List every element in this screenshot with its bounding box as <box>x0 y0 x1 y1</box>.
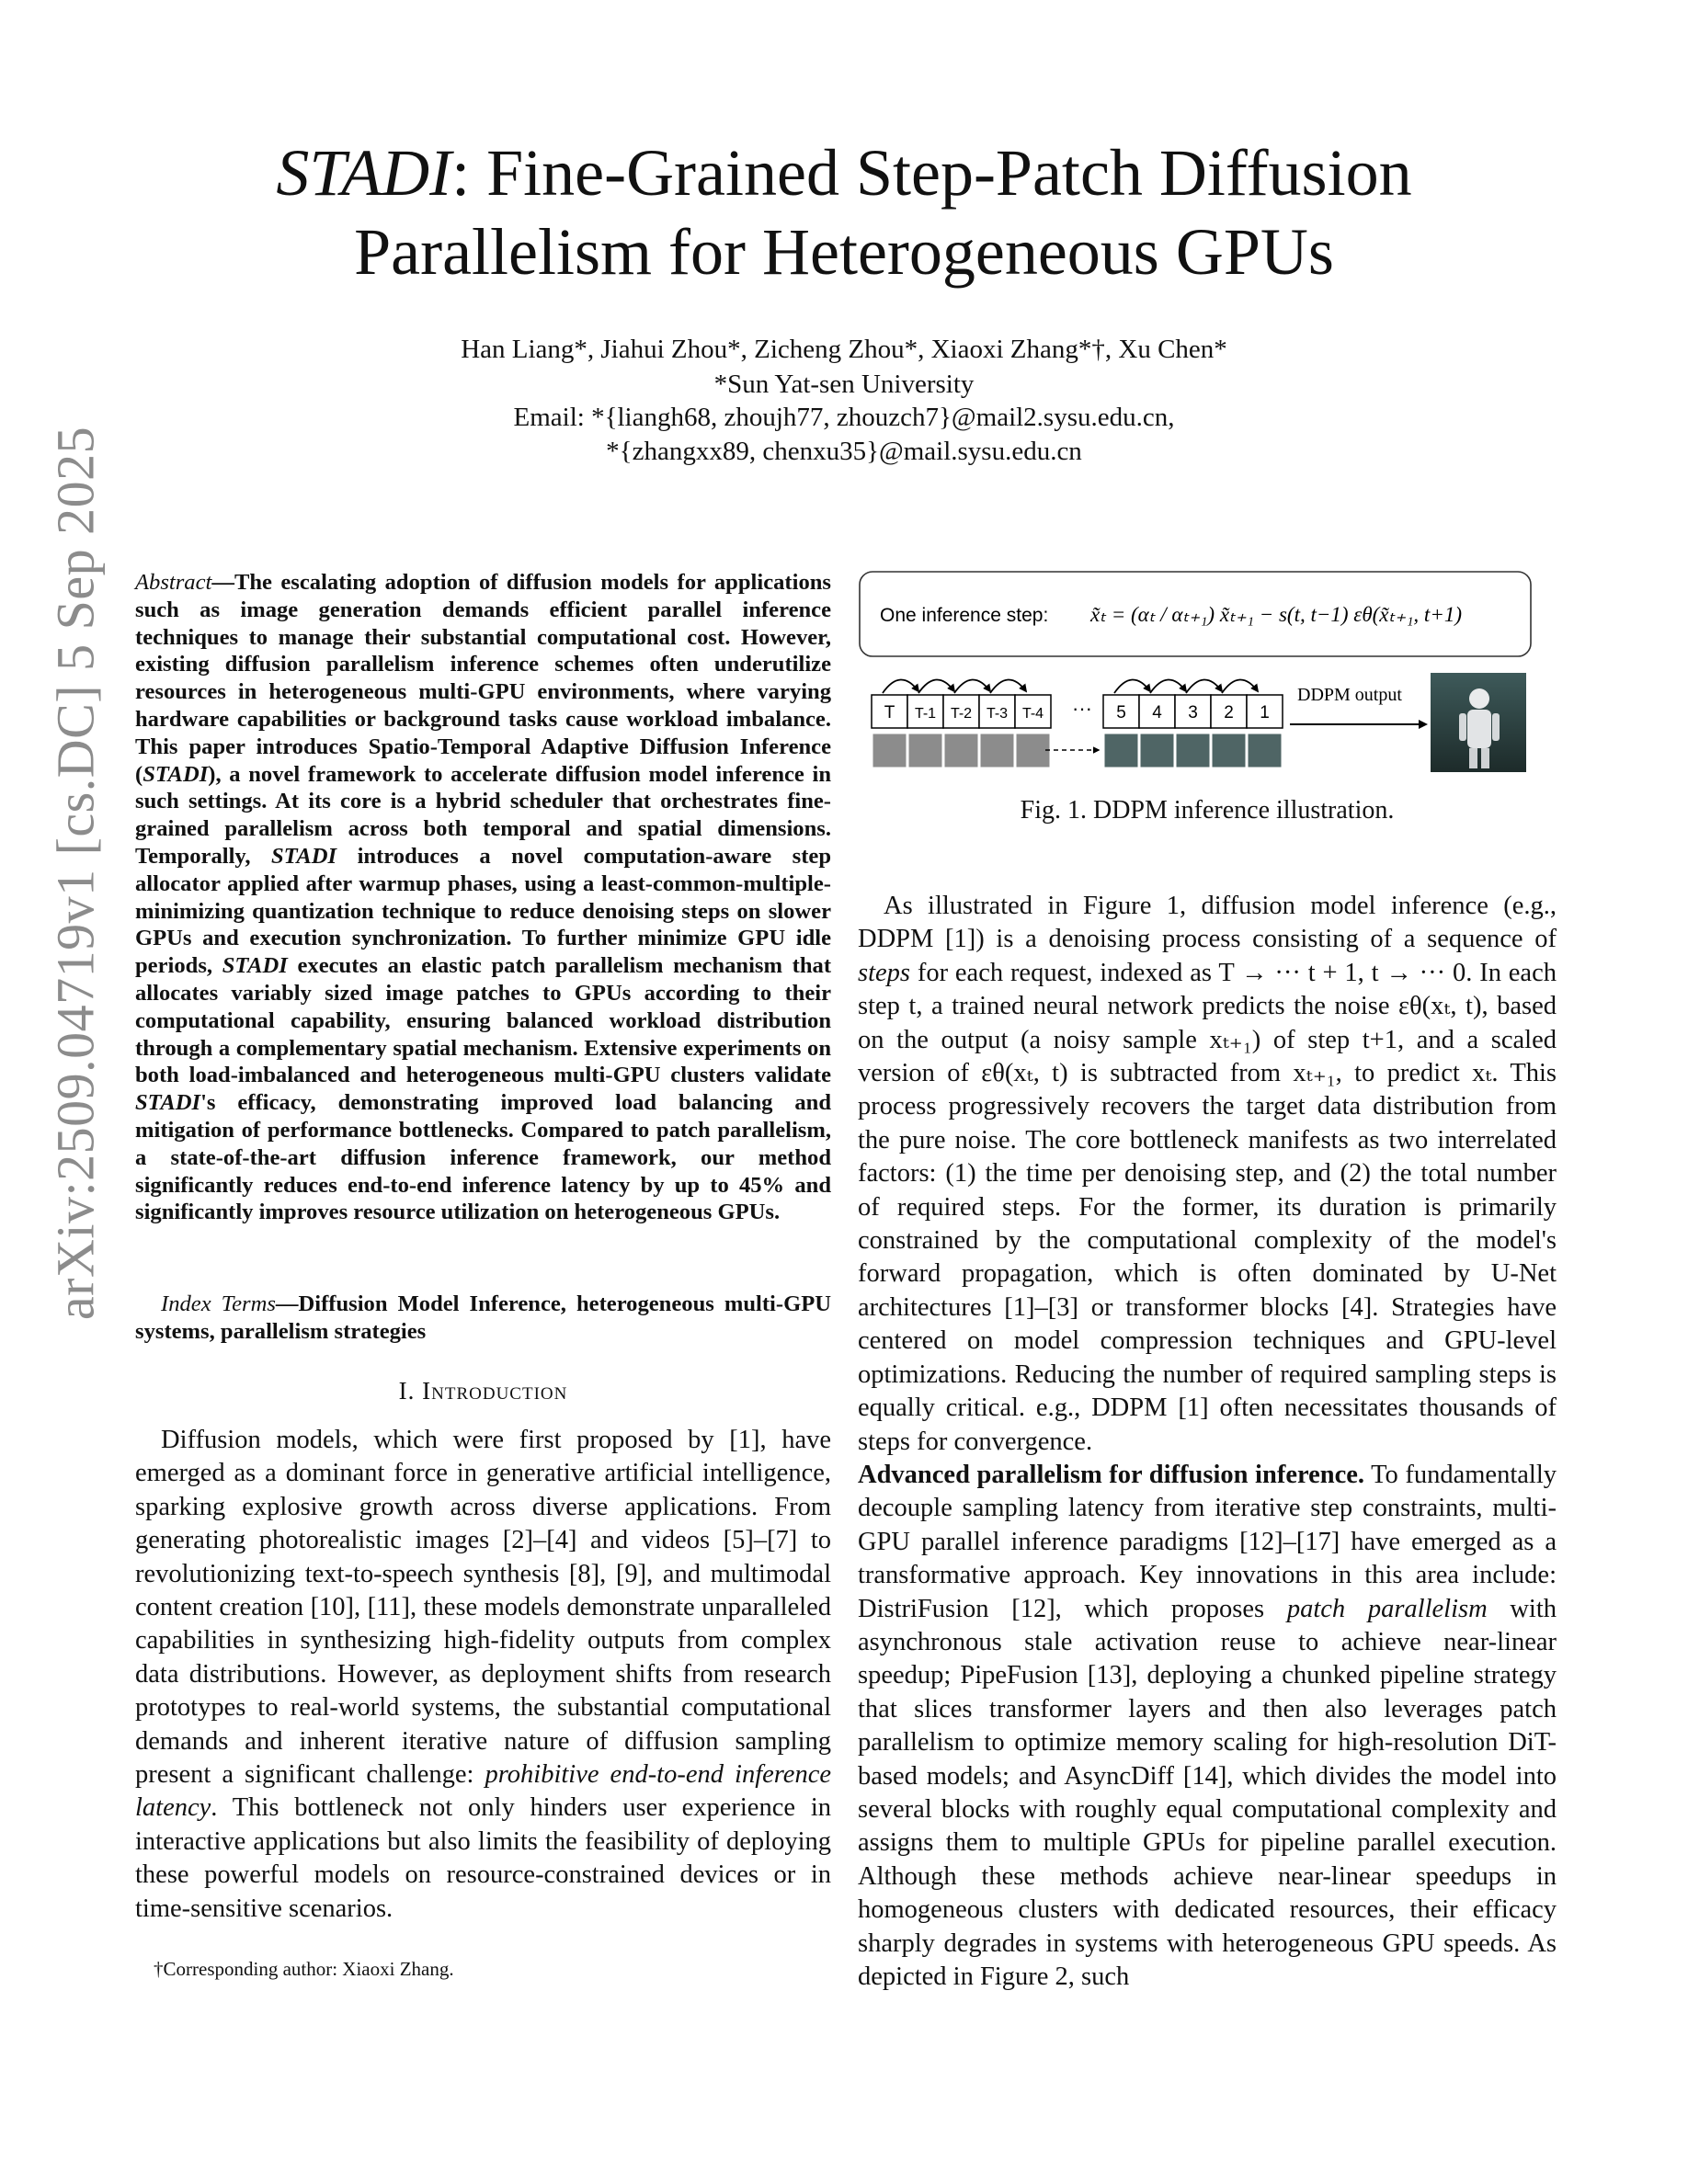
title-system-name: STADI <box>276 136 452 210</box>
step-row-right <box>1103 695 1283 728</box>
step-arrow <box>918 679 954 693</box>
noisy-image-tile <box>980 734 1014 768</box>
step-transition-arrows <box>883 679 1258 693</box>
step-label-text: 3 <box>1188 703 1198 722</box>
step-label-text: 4 <box>1152 703 1162 722</box>
step-label-text: T-4 <box>1021 706 1044 722</box>
step-label-text: T <box>884 703 895 722</box>
step-arrow <box>954 679 990 693</box>
email-line-2: *{zhangxx89, chenxu35}@mail.sysu.edu.cn <box>606 437 1082 466</box>
noisy-image-tile <box>908 734 942 768</box>
right-column-body <box>858 890 1557 1994</box>
corresponding-author-footnote: †Corresponding author: Xiaoxi Zhang. <box>154 1958 454 1980</box>
ddpm-output-image <box>1431 673 1526 772</box>
paragraph-advanced-parallelism: Advanced parallelism for diffusion inference. To fundamentally decouple sampling latency from iterative step constraints, multi-GPU parallel inference paradigms [12]–[17] have emerged as a transformative approach. Key innovations in this area include: DistriFusion [12], which proposes patch parallelism with asynchronous stale activation reuse to achieve near-linear speedup; PipeFusion [13], deploying a chunked pipeline strategy that slices transformer layers and then also leverages patch parallelism to optimize memory scaling for high-resolution DiT-based models; and AsyncDiff [14], which divides the model into several blocks with roughly equal computational complexity and assigns them to multiple GPUs for pipeline parallel execution. Although these methods achieve near-linear speedups in homogeneous clusters with dedicated resources, their efficacy sharply degrades in systems with heterogeneous GPU speeds. As depicted in Figure 2, such <box>858 1460 1557 1991</box>
step-arrow <box>1222 679 1258 693</box>
email-line-1: Email: *{liangh68, zhoujh77, zhouzch7}@mail2.sysu.edu.cn, <box>513 403 1175 432</box>
paragraph-ddpm-process: As illustrated in Figure 1, diffusion model inference (e.g., DDPM [1]) is a denoising process consisting of a sequence of steps for each request, indexed as T → ··· t + 1, t → ··· 0. In each step t, a trained neural network predicts the noise εθ(xₜ, t), based on the output (a noisy sample xₜ₊₁) of step t+1, and a scaled version of εθ(xₜ, t) is subtracted from xₜ₊₁, to predict xₜ. This process progressively recovers the target data distribution from the pure noise. The core bottleneck manifests as two interrelated factors: (1) the time per denoising step, and (2) the total number of required steps. For the former, its duration is primarily constrained by the computational complexity of the model's forward propagation, which is often dominated by U-Net architectures [1]–[3] or transformer blocks [4]. Strategies have centered on model compression techniques and GPU-level optimizations. Reducing the number of required sampling steps is equally critical. e.g., DDPM [1] often necessitates thousands of steps for convergence. <box>858 892 1557 1456</box>
title-line2: Parallelism for Heterogeneous GPUs <box>354 215 1334 289</box>
step-label-text: T-3 <box>986 706 1009 722</box>
figure-caption: Fig. 1. DDPM inference illustration. <box>1020 796 1395 825</box>
abstract: Abstract—The escalating adoption of diffusion models for applications such as image generation demands efficient parallel inference techniques to manage their substantial computational cost. However, existing diffusion parallelism inference schemes often underutilize resources in heterogeneous multi-GPU environments, where varying hardware capabilities or background tasks cause workload imbalance. This paper introduces Spatio-Temporal Adaptive Diffusion Inference (STADI), a novel framework to accelerate diffusion model inference in such settings. At its core is a hybrid scheduler that orchestrates fine-grained parallelism across both temporal and spatial dimensions. Temporally, STADI introduces a novel computation-aware step allocator applied after warmup phases, using a least-common-multiple-minimizing quantization technique to reduce denoising steps on slower GPUs and execution synchronization. To further minimize GPU idle periods, STADI executes an elastic patch parallelism mechanism that allocates variably sized image patches to GPUs according to their computational capability, ensuring balanced workload distribution through a complementary spatial mechanism. Extensive experiments on both load-imbalanced and heterogeneous multi-GPU clusters validate STADI's efficacy, demonstrating improved load balancing and mitigation of performance bottlenecks. Compared to patch parallelism, a state-of-the-art diffusion inference framework, our method significantly reduces end-to-end inference latency by up to 45% and significantly improves resource utilization on heterogeneous GPUs. <box>135 570 832 1225</box>
noisy-image-tile <box>1104 734 1138 768</box>
step-label: One inference step: <box>880 605 1049 626</box>
output-label: DDPM output <box>1297 685 1402 705</box>
step-label-text: T-1 <box>914 706 937 722</box>
noisy-image-tile <box>944 734 978 768</box>
noisy-image-strip-right <box>1104 734 1282 768</box>
paper-title <box>184 133 1504 291</box>
equation: x̃ₜ = (αₜ / αₜ₊₁) x̃ₜ₊₁ − s(t, t−1) εθ(x̃ₜ₊₁, t+1) <box>1090 603 1463 626</box>
noisy-image-strip-left <box>873 734 1050 768</box>
step-label-text: 2 <box>1224 703 1234 722</box>
step-arrow <box>1150 679 1186 693</box>
author-list: Han Liang*, Jiahui Zhou*, Zicheng Zhou*, Xiaoxi Zhang*†, Xu Chen* <box>461 335 1227 364</box>
noisy-image-tile <box>873 734 907 768</box>
step-label-text: 1 <box>1260 703 1270 722</box>
arxiv-identifier-stamp: arXiv:2509.04719v1 [cs.DC] 5 Sep 2025 <box>45 426 106 1321</box>
abstract-lead: Abstract <box>135 570 212 595</box>
introduction-paragraph: Diffusion models, which were first proposed by [1], have emerged as a dominant force in generative artificial intelligence, sparking explosive growth across diverse applications. From generating photorealistic images [2]–[4] and videos [5]–[7] to revolutionizing text-to-speech synthesis [8], [9], and multimodal content creation [10], [11], these models demonstrate unparalleled capabilities in synthesizing high-fidelity outputs from complex data distributions. However, as deployment shifts from research prototypes to real-world systems, the substantial computational demands and inherent iterative nature of diffusion sampling present a significant challenge: prohibitive end-to-end inference latency. This bottleneck not only hinders user experience in interactive applications but also limits the feasibility of deploying these powerful models on resource-constrained devices or in time-sensitive scenarios. <box>135 1426 831 1923</box>
step-arrow <box>883 679 918 693</box>
step-label-text: T-2 <box>950 706 973 722</box>
noisy-image-tile <box>1212 734 1246 768</box>
noisy-image-tile <box>1016 734 1050 768</box>
section-heading-introduction: I. Introduction <box>398 1377 568 1405</box>
step-label-text: 5 <box>1116 703 1126 722</box>
step-arrow <box>1186 679 1222 693</box>
step-arrow <box>1114 679 1150 693</box>
ellipsis: ··· <box>1072 697 1092 720</box>
index-terms: Index Terms—Diffusion Model Inference, heterogeneous multi-GPU systems, parallelism strategies <box>135 1291 831 1344</box>
step-row-left <box>872 695 1051 728</box>
title-line1: : Fine-Grained Step-Patch Diffusion <box>451 136 1412 210</box>
figure-ddpm-inference <box>858 570 1557 791</box>
affiliation: *Sun Yat-sen University <box>713 370 975 399</box>
noisy-image-tile <box>1140 734 1174 768</box>
noisy-image-tile <box>1248 734 1282 768</box>
step-arrow <box>990 679 1026 693</box>
noisy-image-tile <box>1176 734 1210 768</box>
